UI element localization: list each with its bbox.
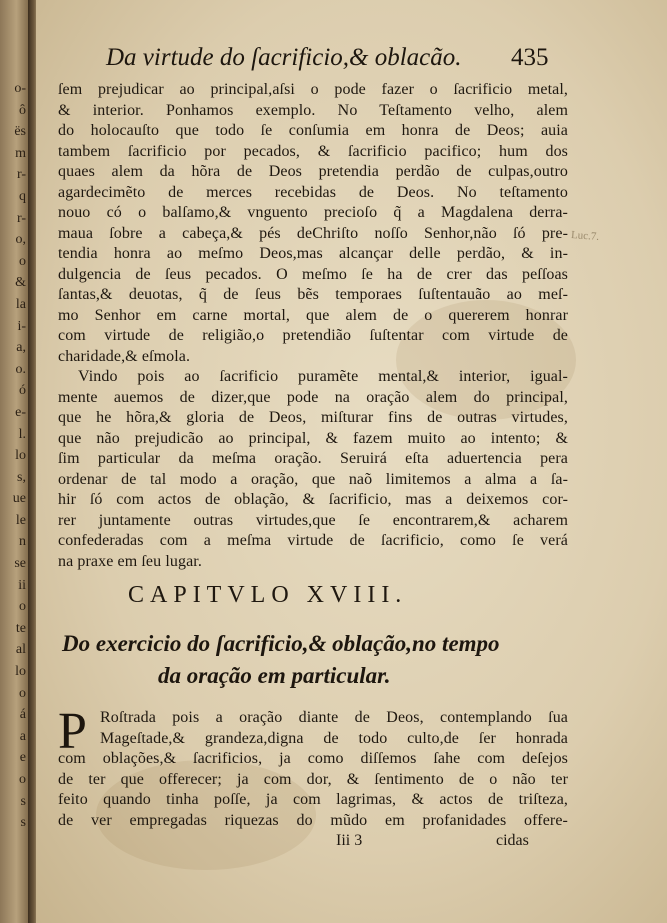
chapter-subtitle — [62, 628, 562, 692]
previous-page-edge — [0, 0, 30, 923]
text-line: maua ſobre a cabeça,& pés deChriſto noſſo Senhor,não ſó pre- — [58, 224, 568, 242]
previous-page-fragment: ii — [18, 577, 26, 593]
text-line: Mageſtade,& grandeza,digna de todo culto,de ſer honrada — [100, 729, 568, 747]
drop-cap: P — [58, 703, 87, 760]
header-title: Da virtude do ſacrificio,& oblacão. — [106, 44, 462, 71]
previous-page-fragment: á — [19, 707, 26, 723]
text-line: feito quando tinha poſſe, ja com lagrimas, & actos de triſteza, — [58, 791, 568, 808]
previous-page-fragment: ue — [12, 491, 26, 507]
previous-page-fragment: lo — [15, 448, 26, 464]
previous-page-fragment: al — [15, 642, 26, 658]
previous-page-fragment: r- — [16, 167, 26, 183]
text-line: com virtude de religião,o pretendião ſuſtentar com virtude de — [58, 327, 568, 344]
text-line: confederadas com a meſma virtude de ſacrificio, como ſe verá — [58, 532, 568, 549]
paragraph-3 — [58, 703, 568, 831]
text-line: na praxe em ſeu lugar. — [58, 552, 202, 570]
previous-page-fragment: la — [15, 296, 26, 312]
running-header — [106, 44, 586, 72]
text-line: ſim particular da meſma oração. Seruirá eſta aduertencia pera — [58, 450, 568, 467]
previous-page-fragment: & — [15, 275, 26, 291]
previous-page-fragment: o, — [15, 232, 26, 248]
text-line: ſantas,& deuotas, q̃ de ſeus bẽs temporaes ſuſtentauão ao meſ- — [58, 286, 568, 303]
text-line: ſem prejudicar ao principal,aſsi o pode fazer o ſacrificio metal, — [58, 81, 568, 98]
text-line: mente auemos de dizer,que pode na oração alem do principal, — [58, 388, 568, 406]
text-line: mo Senhor em carne mortal, que alem de o quererem honrar — [58, 306, 568, 324]
previous-page-fragment: i- — [17, 318, 26, 334]
text-line: nouo có o balſamo,& vnguento precioſo q̃ a Magdalena derra- — [58, 204, 568, 221]
previous-page-fragment: o — [19, 253, 26, 269]
previous-page-text-fragments — [2, 78, 26, 834]
text-line: & interior. Ponhamos exemplo. No Teſtamento velho, alem — [58, 101, 568, 119]
text-line: tendia honra ao meſmo Deos,mas alcançar delle perdão, & in- — [58, 245, 568, 262]
text-line: agardecimẽto de merces recebidas de Deos. No teſtamento — [58, 183, 568, 201]
margin-reference: Luc.7. — [570, 229, 600, 243]
paragraph-3-lines — [58, 703, 568, 831]
main-text-block — [58, 80, 568, 572]
previous-page-fragment: l. — [18, 426, 26, 442]
previous-page-fragment: e — [19, 750, 26, 766]
previous-page-fragment: s, — [17, 469, 26, 485]
previous-page-fragment: te — [15, 620, 26, 636]
text-line: hir ſó com actos de oblação, & ſacrificio, mas a deixemos cor- — [58, 491, 568, 508]
previous-page-fragment: s — [20, 793, 26, 809]
previous-page-fragment: q — [19, 188, 26, 204]
text-line: dulgencia de ſeus pecados. O meſmo ſe ha de crer das peſſoas — [58, 265, 568, 283]
previous-page-fragment: o — [19, 685, 26, 701]
text-line: quaes alem da hõra de Deos pretendia perdão de culpas,outro — [58, 163, 568, 180]
paragraph-2 — [58, 367, 568, 572]
previous-page-fragment: le — [15, 512, 26, 528]
text-line: charidade,& eſmola. — [58, 347, 191, 365]
previous-page-fragment: a — [19, 728, 26, 744]
text-line: de ver empregadas riquezas do mũdo em profanidades offere- — [58, 811, 568, 829]
text-line: do holocauſto que todo ſe conſumia em honra de Deos; auia — [58, 122, 568, 139]
text-line: Vindo pois ao ſacrificio puramẽte mental,& interior, igual- — [78, 368, 568, 385]
previous-page-fragment: lo — [15, 664, 26, 680]
text-line: ordenar de tal modo a oração, que naõ limitemos a alma a ſa- — [58, 470, 568, 488]
text-line: de ter que offerecer; ja com dor, & ſentimento de o não ter — [58, 770, 568, 788]
chapter-subtitle-line-2: da oração em particular. — [158, 663, 391, 688]
previous-page-fragment: ës — [14, 124, 26, 140]
previous-page-fragment: o- — [14, 81, 26, 96]
chapter-subtitle-line-1: Do exercicio do ſacrificio,& oblação,no tempo — [62, 631, 500, 656]
previous-page-fragment: e- — [15, 404, 26, 420]
text-line: rer juntamente outras virtudes,que ſe encontrarem,& acharem — [58, 511, 568, 529]
text-line: que não prejudicão ao principal, & fazem muito ao intento; & — [58, 429, 568, 447]
previous-page-fragment: o — [19, 599, 26, 615]
book-page — [36, 0, 667, 923]
page-number: 435 — [511, 44, 549, 71]
previous-page-fragment: n — [19, 534, 26, 550]
previous-page-fragment: ô — [19, 102, 26, 118]
text-line: que he hõra,& gloria de Deos, miſturar fins de outras virtudes, — [58, 409, 568, 426]
catchword: cidas — [496, 832, 529, 849]
text-line: com oblações,& ſacrificios, ja como diſſemos ſahe com deſejos — [58, 750, 568, 767]
previous-page-fragment: o — [19, 772, 26, 787]
previous-page-fragment: ó — [19, 383, 26, 399]
text-line: tambem ſacrificio por pecados, & ſacrificio pacifico; hum dos — [58, 142, 568, 160]
signature-mark: Iii 3 — [336, 832, 363, 849]
text-line: Roſtrada pois a oração diante de Deos, contemplando ſua — [100, 709, 568, 726]
previous-page-fragment: r- — [16, 210, 26, 226]
previous-page-fragment: m — [15, 145, 26, 161]
previous-page-fragment: se — [14, 556, 26, 572]
chapter-heading: CAPITVLO XVIII. — [128, 582, 408, 608]
previous-page-fragment: s — [20, 815, 26, 831]
paragraph-1 — [58, 80, 568, 367]
previous-page-fragment: o. — [15, 361, 26, 377]
previous-page-fragment: a, — [16, 340, 26, 356]
